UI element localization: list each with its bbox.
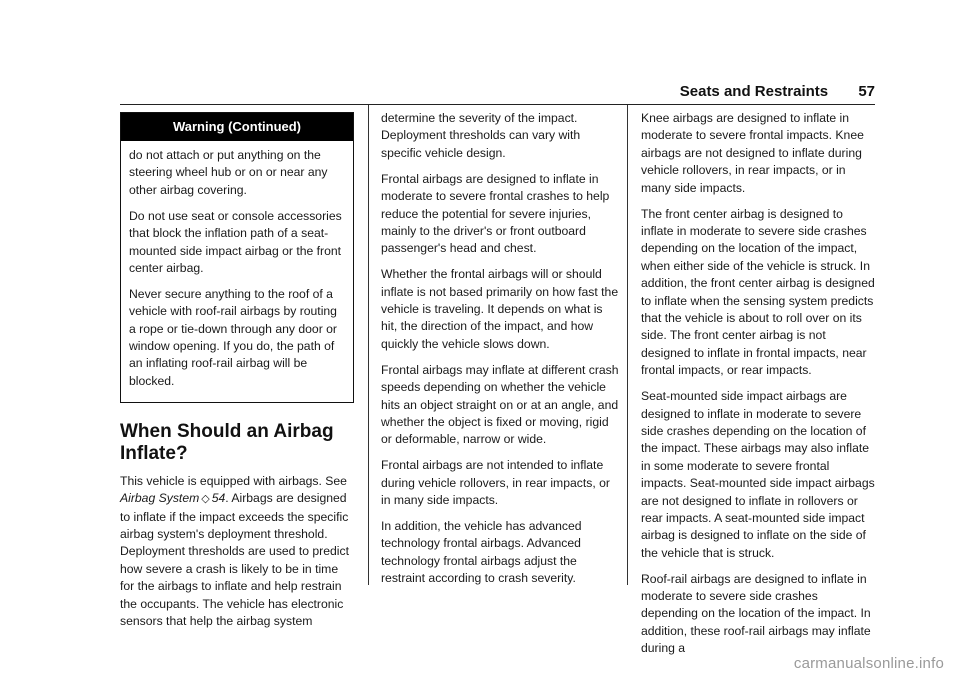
section-heading: When Should an Airbag Inflate? <box>120 420 334 464</box>
body-paragraph: Frontal airbags are not intended to inflate during vehicle rollovers, in rear impacts, or in many side impacts. <box>381 458 610 508</box>
body-paragraph: Roof-rail airbags are designed to inflate in moderate to severe side crashes depending on the location of the impact. In addition, these roof-rail airbags may inflate during a <box>641 571 871 656</box>
warning-body <box>121 141 353 402</box>
body-paragraph: In addition, the vehicle has advanced technology frontal airbags. Advanced technology frontal airbags adjust the restraint according to crash severity. <box>381 519 582 586</box>
warning-title: Warning (Continued) <box>121 113 353 141</box>
section-title: Seats and Restraints <box>679 83 829 100</box>
warning-box <box>120 112 354 403</box>
page-reference-icon: ◇ <box>201 493 210 506</box>
column-divider-2 <box>627 105 628 585</box>
warning-paragraph: Do not use seat or console accessories that block the inflation path of a seat-mounted side impact airbag or the front center airbag. <box>129 208 342 275</box>
body-paragraph: The front center airbag is designed to inflate in moderate to severe side crashes depending on the location of the impact, when either side of the vehicle is struck. In addition, the front center airbag is designed to inflate when the sensing system predicts that the vehicle is about to roll over on its side. The front center airbag is not designed to inflate in frontal impacts, near frontal impacts, or rear impacts. <box>641 206 875 378</box>
column-2 <box>381 110 619 596</box>
body-paragraph: Frontal airbags are designed to inflate in moderate to severe frontal crashes to help reduce the potential for severe injuries, mainly to the driver's or front outboard passenger's head and chest. <box>381 171 610 256</box>
page-header <box>120 83 875 103</box>
watermark: carmanualsonline.info <box>793 655 944 672</box>
body-paragraph: Whether the frontal airbags will or should inflate is not based primarily on how fast the vehicle is traveling. It depends on what is hit, the direction of the impact, and how quickly the vehicle slows down. <box>381 267 619 351</box>
warning-paragraph: do not attach or put anything on the steering wheel hub or on or near any other airbag covering. <box>129 148 328 197</box>
body-paragraph: Frontal airbags may inflate at different crash speeds depending on whether the vehicle hits an object straight on or at an angle, and whether the object is fixed or moving, rigid or deformable, narrow or wide. <box>381 362 619 447</box>
airbag-system-link[interactable]: Airbag System <box>120 491 200 506</box>
intro-text-before-link: This vehicle is equipped with airbags. See <box>120 473 347 488</box>
column-1 <box>120 112 354 639</box>
intro-paragraph <box>120 473 354 631</box>
column-3 <box>641 110 875 666</box>
page-number: 57 <box>858 83 875 100</box>
body-paragraph: Knee airbags are designed to inflate in moderate to severe frontal impacts. Knee airbags are not designed to inflate during vehicle rollovers, in rear impacts, or in many side impacts. <box>641 111 864 195</box>
link-page-number[interactable]: 54 <box>211 491 226 506</box>
column-divider-1 <box>368 105 369 585</box>
intro-text-after-link: . Airbags are designed to inflate if the impact exceeds the specific airbag system's deployment threshold. Deployment thresholds are used to predict how severe a crash is likely to be in time for the airbags to inflate and help restrain the occupants. The vehicle has electronic sensors that help the airbag system <box>120 491 349 629</box>
warning-paragraph: Never secure anything to the roof of a vehicle with roof-rail airbags by routing a rope or tie-down through any door or window opening. If you do, the path of an inflating roof-rail airbag will be blocked. <box>129 286 337 388</box>
header-rule <box>120 104 875 105</box>
body-paragraph: Seat-mounted side impact airbags are designed to inflate in moderate to severe side crashes depending on the location of the impact. These airbags may also inflate in some moderate to severe frontal impacts. Seat-mounted side impact airbags are not designed to inflate in rollovers or rear impacts. A seat-mounted side impact airbag is designed to inflate on the side of the vehicle that is struck. <box>641 389 875 560</box>
body-paragraph: determine the severity of the impact. Deployment thresholds can vary with specific vehicle design. <box>381 111 581 160</box>
